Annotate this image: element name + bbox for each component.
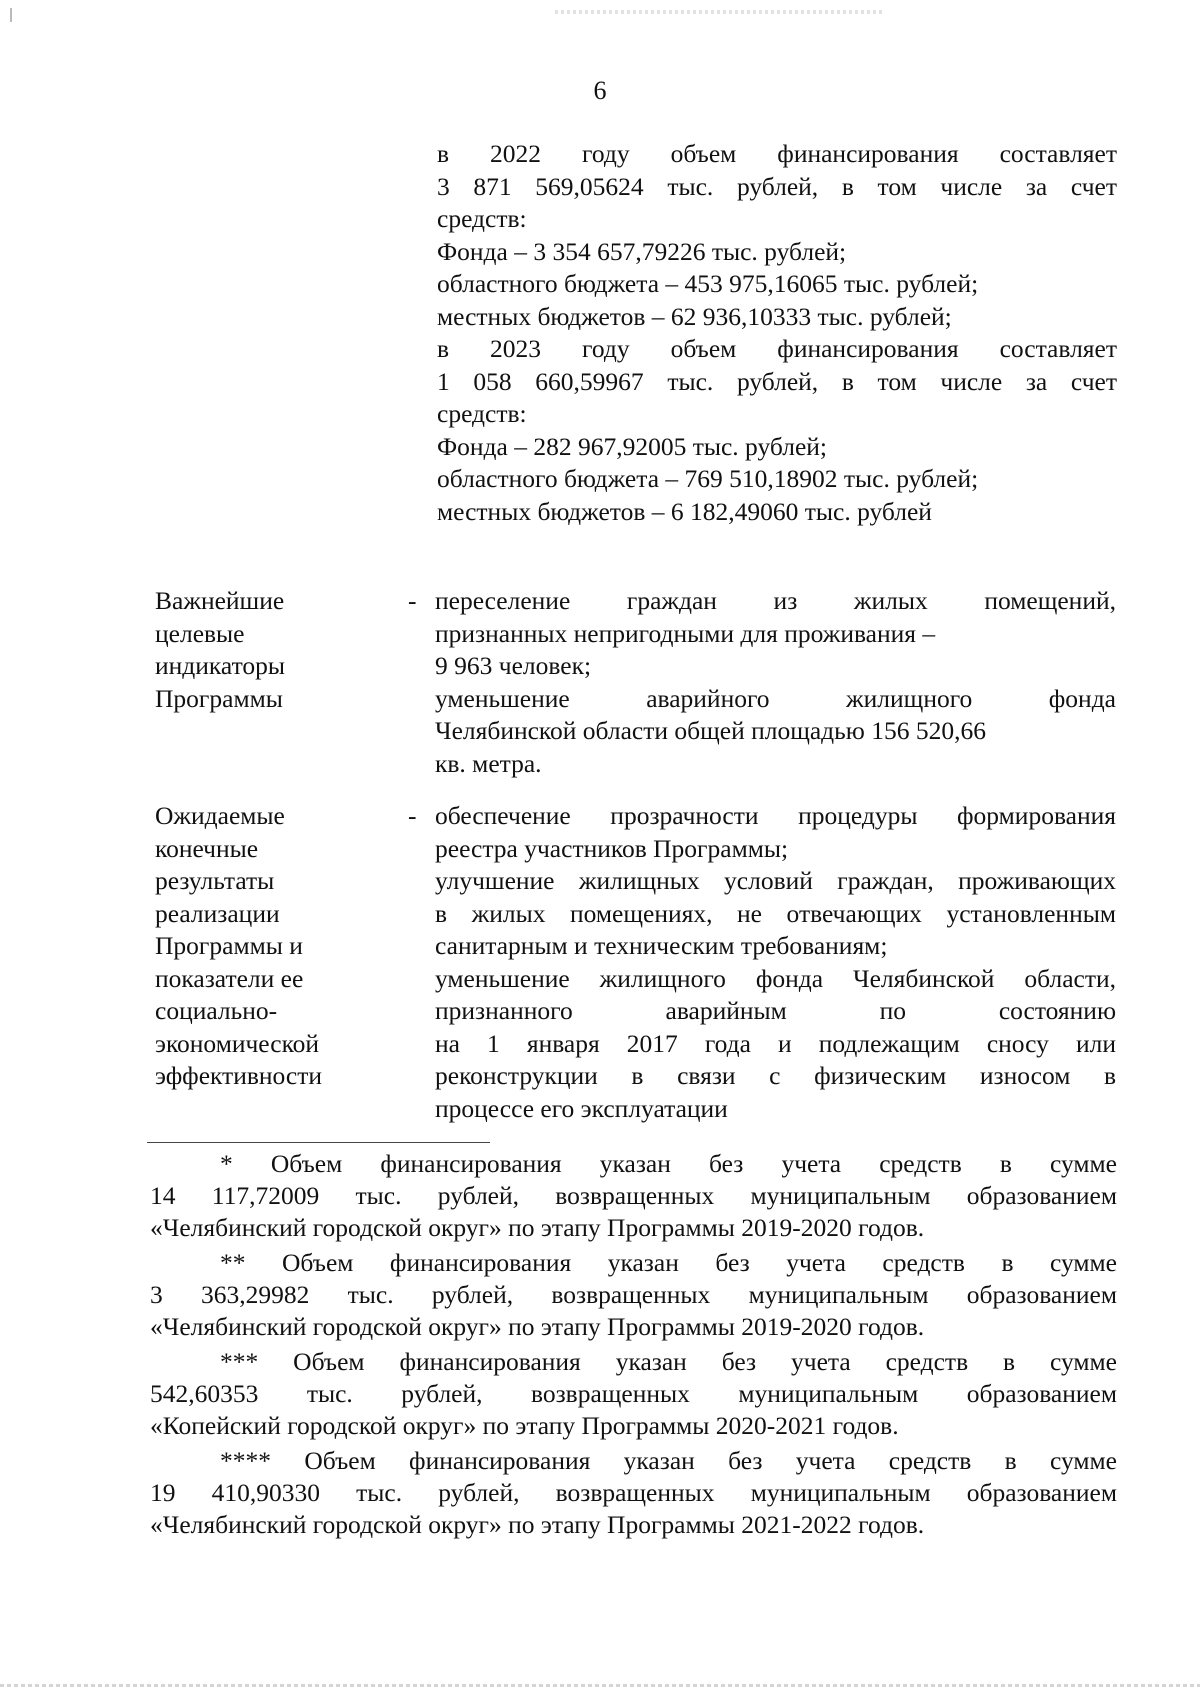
footnote-line: **** Объем финансирования указан без учета средств в сумме [220, 1446, 1117, 1475]
footnote-line: *** Объем финансирования указан без учета средств в сумме [220, 1347, 1117, 1376]
text-line: в 2023 году объем финансирования составляет [437, 334, 1117, 363]
label-line: социально- [155, 996, 278, 1025]
scan-artifact-top [555, 10, 885, 14]
text-line: улучшение жилищных условий граждан, проживающих [435, 866, 1116, 895]
text-line: процессе его эксплуатации [435, 1093, 728, 1123]
text-line: средств: [437, 399, 527, 428]
text-line: Фонда – 3 354 657,79226 тыс. рублей; [437, 236, 847, 266]
footnote-separator [147, 1142, 490, 1143]
text-line: признанных непригодными для проживания – [435, 618, 936, 648]
text-line: местных бюджетов – 6 182,49060 тыс. рублей [437, 496, 932, 526]
label-line: результаты [155, 866, 275, 895]
text-line: местных бюджетов – 62 936,10333 тыс. рублей; [437, 301, 952, 331]
label-line: эффективности [155, 1061, 323, 1090]
text-line: средств: [437, 204, 527, 233]
footnote-line: 3 363,29982 тыс. рублей, возвращенных муниципальным образованием [150, 1280, 1117, 1309]
label-line: индикаторы [155, 651, 286, 680]
footnote-line: 19 410,90330 тыс. рублей, возвращенных муниципальным образованием [150, 1478, 1117, 1507]
footnote [150, 1148, 1117, 1244]
footnote-line: «Челябинский городской округ» по этапу Программы 2021-2022 годов. [150, 1510, 925, 1539]
label-line: Программы и [155, 931, 303, 960]
page-number: 6 [593, 76, 607, 105]
footnote [150, 1247, 1117, 1343]
financing-volume-text [437, 138, 1117, 528]
footnote-line: «Челябинский городской округ» по этапу Программы 2019-2020 годов. [150, 1213, 925, 1242]
text-line: уменьшение жилищного фонда Челябинской области, [435, 963, 1116, 993]
footnote [150, 1445, 1117, 1541]
footnote-line: «Челябинский городской округ» по этапу Программы 2019-2020 годов. [150, 1312, 925, 1341]
footnotes [150, 1148, 1117, 1544]
text-line: областного бюджета – 769 510,18902 тыс. рублей; [437, 464, 979, 493]
row-label [155, 800, 400, 1093]
footnote-line: ** Объем финансирования указан без учета средств в сумме [220, 1248, 1117, 1277]
footnote [150, 1346, 1117, 1442]
text-line: 3 871 569,05624 тыс. рублей, в том числе за счет [437, 171, 1117, 201]
row-value [435, 800, 1116, 1125]
label-line: реализации [155, 898, 280, 928]
text-line: на 1 января 2017 года и подлежащим сносу или [435, 1028, 1116, 1058]
text-line: 9 963 человек; [435, 651, 592, 680]
text-line: областного бюджета – 453 975,16065 тыс. рублей; [437, 269, 979, 298]
row-dash: - [408, 586, 417, 615]
label-line: конечные [155, 833, 259, 863]
label-line: Важнейшие [155, 586, 285, 615]
text-line: кв. метра. [435, 748, 542, 778]
label-line: Программы [155, 683, 283, 713]
text-line: признанного аварийным по состоянию [435, 996, 1116, 1025]
label-line: показатели ее [155, 963, 304, 993]
text-line: реконструкции в связи с физическим износом в [435, 1061, 1116, 1090]
text-line: уменьшение аварийного жилищного фонда [435, 683, 1116, 713]
label-line: целевые [155, 618, 245, 648]
scan-artifact-bottom [0, 1684, 1200, 1687]
row-dash: - [408, 801, 417, 830]
text-line: в жилых помещениях, не отвечающих установленным [435, 898, 1116, 928]
footnote-line: * Объем финансирования указан без учета средств в сумме [220, 1149, 1117, 1178]
row-label [155, 585, 400, 715]
footnote-line: «Копейский городской округ» по этапу Программы 2020-2021 годов. [150, 1411, 899, 1440]
footnote-line: 14 117,72009 тыс. рублей, возвращенных муниципальным образованием [150, 1181, 1117, 1210]
footnote-line: 542,60353 тыс. рублей, возвращенных муниципальным образованием [150, 1379, 1117, 1408]
text-line: Фонда – 282 967,92005 тыс. рублей; [437, 431, 827, 461]
text-line: Челябинской области общей площадью 156 520,66 [435, 716, 986, 745]
row-value [435, 585, 1116, 780]
text-line: обеспечение прозрачности процедуры формирования [435, 801, 1116, 830]
text-line: 1 058 660,59967 тыс. рублей, в том числе за счет [437, 366, 1117, 396]
text-line: переселение граждан из жилых помещений, [435, 586, 1116, 615]
text-line: реестра участников Программы; [435, 833, 789, 863]
text-line: в 2022 году объем финансирования составляет [437, 139, 1117, 168]
text-line: санитарным и техническим требованиям; [435, 931, 888, 960]
scan-artifact [10, 8, 12, 22]
label-line: экономической [155, 1028, 320, 1058]
label-line: Ожидаемые [155, 801, 285, 830]
